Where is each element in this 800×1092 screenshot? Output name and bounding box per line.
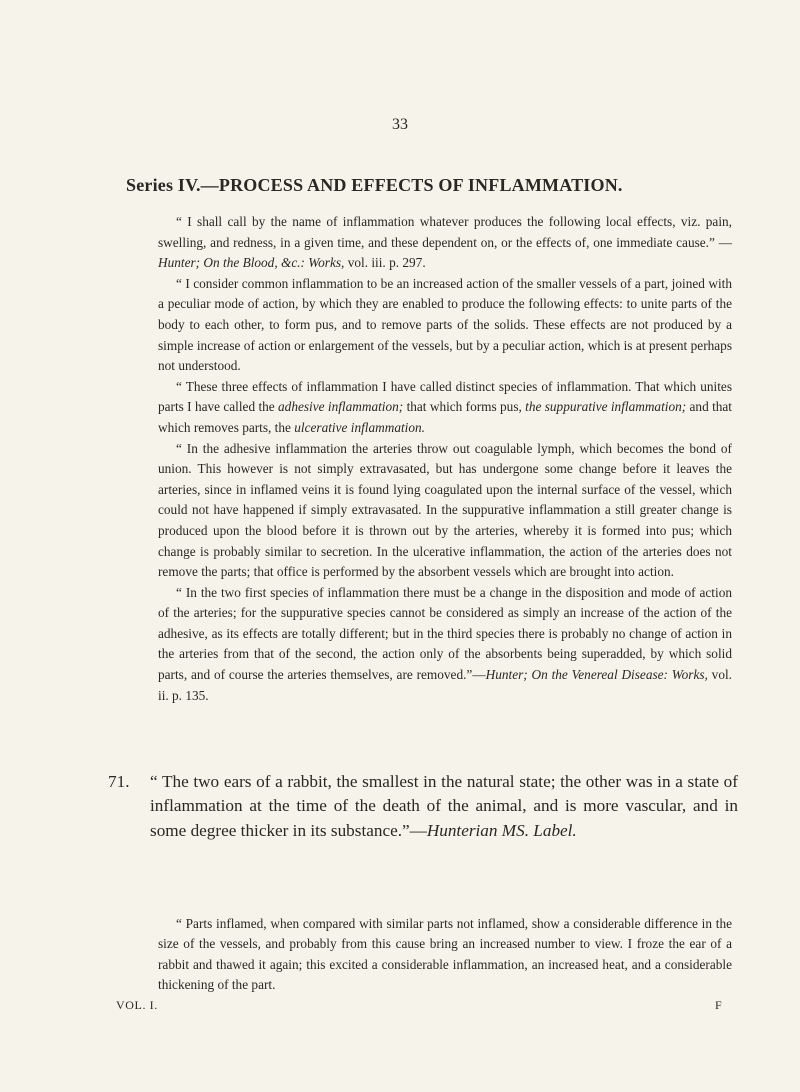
hunter-quotes (158, 212, 732, 706)
page-number: 33 (392, 116, 408, 133)
volume-marker: VOL. I. (116, 998, 158, 1012)
specimen-description: “ The two ears of a rabbit, the smallest in the natural state; the other was in a state of inflammation at the time of the death of the animal, and is more vascular, and in some degree thicker in its substance.”— (150, 772, 738, 840)
term-suppurative: the suppurative inflammation; (525, 399, 687, 415)
specimen-number: 71. (108, 772, 130, 791)
quote-paragraph: “ These three effects of inflammation I have called distinct species of inflammation. That which unites parts I have called the adhesive inflammation; that which forms pus, the suppurative inflammation; and that which removes parts, the ulcerative inflammation. (158, 378, 733, 435)
specimen-entry (108, 770, 738, 843)
specimen-citation: Hunterian MS. Label. (426, 820, 577, 840)
citation: Hunter; On the Blood, &c.: Works, (158, 255, 345, 271)
quote-paragraph: “ In the two first species of inflammation there must be a change in the disposition and mode of action of the arteries; for the suppurative species cannot be considered as simply an increase of the action of the adhesive, as its effects are totally different; but in the third species there is probably no change of action in the arteries from that of the second, the action only of the absorbents being superadded, by which solid parts, and of course the arteries themselves, are removed.”—Hunter; On the Venereal Disease: Works, vol. ii. p. 135. (158, 584, 732, 703)
citation: Hunter; On the Venereal Disease: Works, (485, 667, 708, 683)
quote-paragraph: “ I shall call by the name of inflammation whatever produces the following local effects, viz. pain, swelling, and redness, in a given time, and these dependent on, or the effects of, one immediate cause.” — Hunter; On the Blood, &c.: Works, vol. iii. p. 297. (158, 214, 732, 271)
note-paragraph: “ Parts inflamed, when compared with similar parts not inflamed, show a considerable difference in the size of the vessels, and probably from this cause bring an increased number to view. I froze the ear of a rabbit and thawed it again; this excited a considerable inflammation, an increased heat, and a considerable thickening of the part. (158, 916, 732, 993)
term-ulcerative: ulcerative inflammation. (294, 419, 425, 435)
series-title: Series IV.—PROCESS AND EFFECTS OF INFLAMMATION. (126, 175, 623, 195)
signature-mark: F (715, 998, 722, 1012)
specimen-note (158, 914, 732, 996)
quote-paragraph: “ In the adhesive inflammation the arteries throw out coagulable lymph, which becomes the bond of union. This however is not simply extravasated, but has undergone some change before it leaves the arteries, since in inflamed veins it is found lying coagulated upon the internal surface of the vessel, which could not have happened if simply extravasated. In the suppurative inflammation a still greater change is produced upon the blood before it is thrown out by the arteries, whereby it is formed into pus; which change is probably similar to secretion. In the ulcerative inflammation, the action of the arteries does not remove the parts; that office is performed by the absorbent vessels which are brought into action. (158, 440, 732, 580)
quote-paragraph: “ I consider common inflammation to be an increased action of the smaller vessels of a part, joined with a peculiar mode of action, by which they are enabled to produce the following effects: to unite parts of the body to each other, to form pus, and to remove parts of the solids. These effects are not produced by a simple increase of action or enlargement of the vessels, but by a peculiar action, which is at present perhaps not understood. (158, 275, 732, 374)
term-adhesive: adhesive inflammation; (278, 399, 404, 415)
